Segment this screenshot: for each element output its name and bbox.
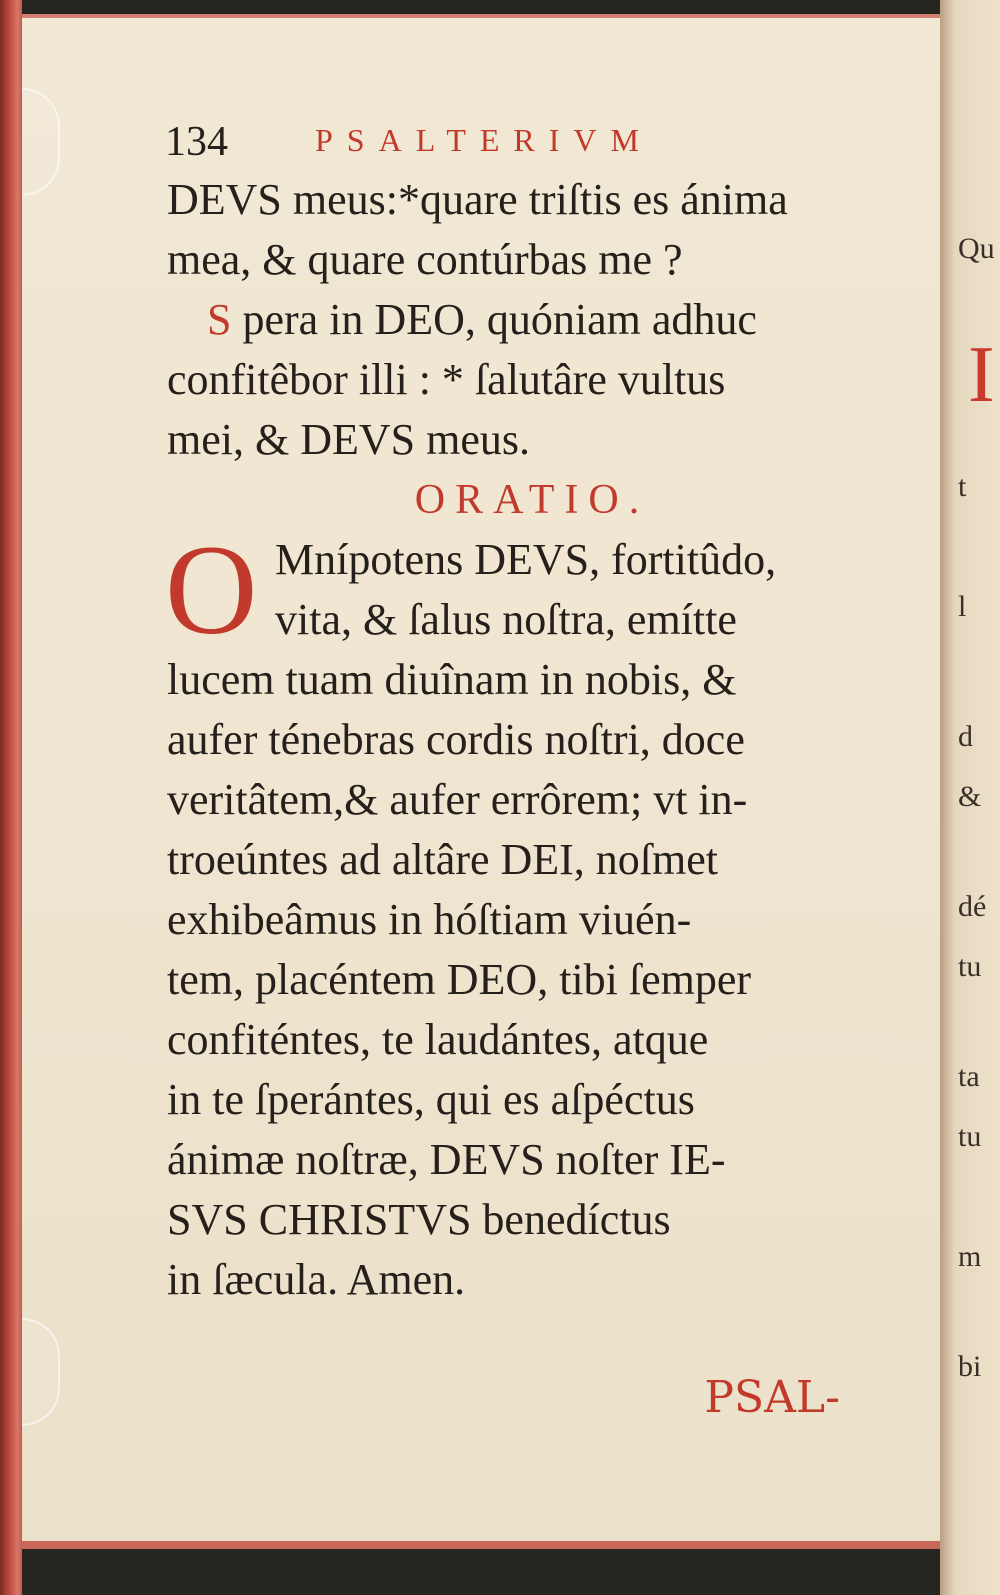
psalm-line	[167, 350, 867, 410]
prayer-line: SVS CHRISTVS benedíctus	[167, 1195, 671, 1244]
prayer-line: Mnípotens DEVS, fortitûdo,	[275, 535, 777, 584]
psalm-line-text: pera in DEO, quóniam adhuc	[242, 295, 757, 344]
catchword: PSAL-	[704, 1372, 840, 1423]
next-page-fragment: &	[958, 780, 982, 813]
next-page-fragment: l	[958, 590, 967, 623]
next-page-edge	[940, 0, 1000, 1595]
next-page-fragment: tu	[958, 950, 982, 983]
book-page	[22, 14, 940, 1549]
drop-cap: O	[165, 519, 258, 661]
page-clip-top	[22, 88, 60, 196]
next-page-fragment: m	[958, 1240, 982, 1273]
psalm-line	[167, 290, 867, 350]
oratio-heading: ORATIO.	[414, 477, 650, 523]
prayer-line: veritâtem,& aufer errôrem; vt in-	[167, 775, 748, 824]
psalm-line	[167, 230, 867, 290]
prayer-block	[165, 519, 867, 1310]
next-page-fragment: Qu	[958, 232, 995, 265]
running-title: PSALTERIVM	[315, 122, 653, 158]
red-page-edge	[0, 0, 22, 1595]
prayer-line: confiténtes, te laudántes, atque	[167, 1015, 709, 1064]
prayer-line: troeúntes ad altâre DEI, noſmet	[167, 835, 719, 884]
page-clip-bottom	[22, 1318, 60, 1426]
psalm-line-text: confitêbor illi : * ſalutâre vultus	[167, 355, 726, 404]
prayer-line: in ſæcula. Amen.	[167, 1255, 466, 1304]
page-header	[167, 110, 867, 170]
prayer-line: ánimæ noſtræ, DEVS noſter IE-	[167, 1135, 726, 1184]
prayer-line: lucem tuam diuînam in nobis, &	[167, 655, 737, 704]
prayer-line: vita, & ſalus noſtra, emítte	[275, 595, 737, 644]
page-number: 134	[165, 119, 228, 165]
next-page-fragment: ta	[958, 1060, 980, 1093]
next-page-fragment: bi	[958, 1350, 982, 1383]
next-page-fragment: I	[968, 331, 995, 419]
psalm-line-text: mea, & quare contúrbas me ?	[167, 235, 683, 284]
prayer-line: in te ſperántes, qui es aſpéctus	[167, 1075, 695, 1124]
next-page-fragment: dé	[958, 890, 987, 923]
prayer-line: exhibeâmus in hóſtiam viuén-	[167, 895, 692, 944]
prayer-line: tem, placéntem DEO, tibi ſemper	[167, 955, 752, 1004]
next-page-fragment: tu	[958, 1120, 982, 1153]
psalm-line-text: DEVS meus:*quare triſtis es ánima	[167, 175, 788, 224]
next-page-fragment: t	[958, 470, 967, 503]
verse-initial: S	[207, 295, 232, 344]
page-text	[167, 110, 867, 1310]
prayer-line: aufer ténebras cordis noſtri, doce	[167, 715, 745, 764]
next-page-fragment: d	[958, 720, 973, 753]
psalm-line	[167, 410, 867, 470]
psalm-line	[167, 170, 867, 230]
psalm-line-text: mei, & DEVS meus.	[167, 415, 530, 464]
